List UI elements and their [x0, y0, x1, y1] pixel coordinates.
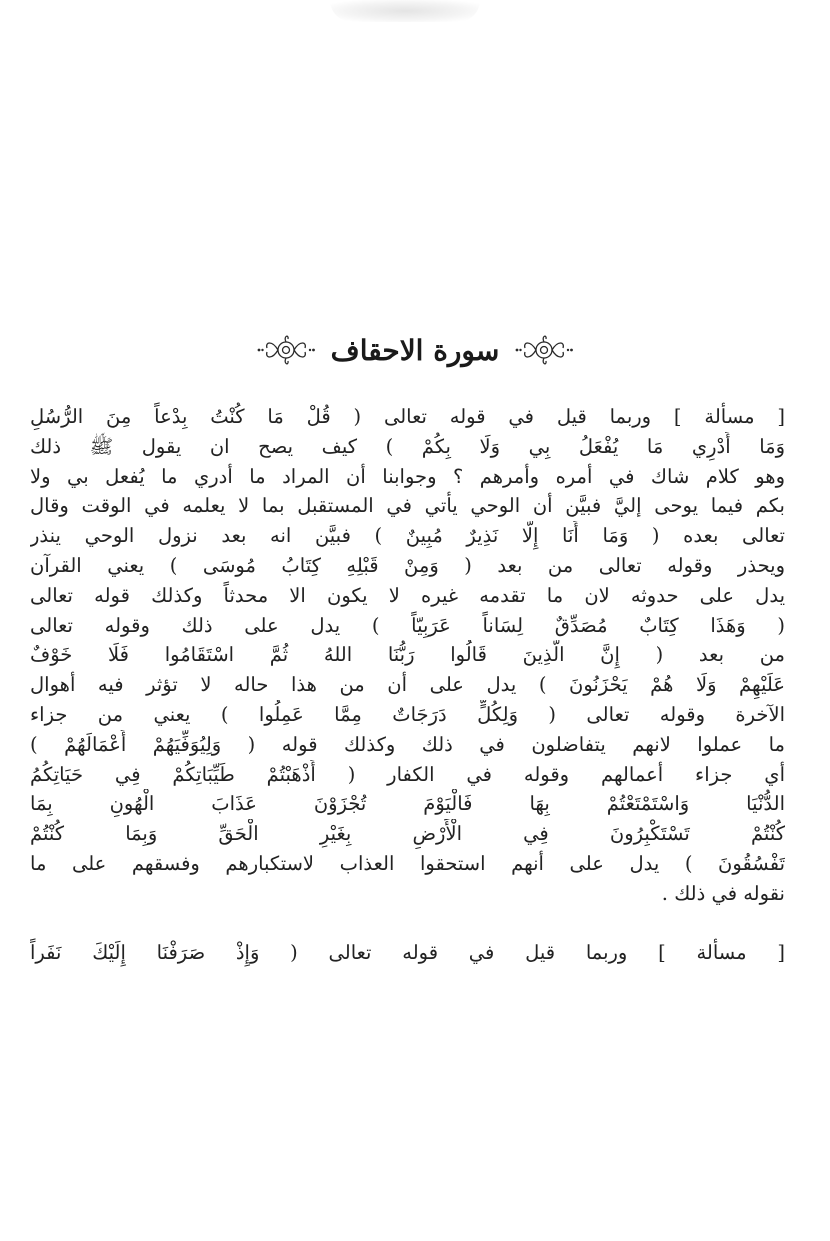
- text-line: ( وَهَذَا كِتَابٌ مُصَدِّقٌ لِسَاناً عَرَبِيّاً ) يدل على ذلك وقوله تعالى: [30, 613, 785, 637]
- paragraph-masala-2: [30, 938, 785, 968]
- text-line: من بعد ( إِنَّ الَّذِينَ قَالُوا رَبُّنَا اللهُ ثُمَّ اسْتَقَامُوا فَلَا خَوْفٌ: [30, 643, 785, 667]
- text-line: وهو كلام شاك في أمره وأمرهم ؟ وجوابنا أن المراد ما أدري ما يُفعل بي ولا: [30, 464, 785, 488]
- left-ornament-icon: [255, 330, 317, 370]
- paragraph-spacer: [30, 909, 785, 938]
- text-line: [ مسألة ] وربما قيل في قوله تعالى ( قُلْ مَا كُنْتُ بِدْعاً مِنَ الرُّسُلِ: [30, 405, 785, 428]
- text-line: تعالى بعده ( وَمَا أَنَا إِلَّا نَذِيرٌ مُبِينٌ ) فبيَّن انه بعد نزول الوحي ينذر: [30, 524, 785, 548]
- text-line: الدُّنْيَا وَاسْتَمْتَعْتُمْ بِهَا فَالْيَوْمَ تُجْزَوْنَ عَذَابَ الْهُونِ بِمَا: [30, 792, 785, 816]
- text-line: بكم فيما يوحى إليَّ فبيَّن أن الوحي يأتي في المستقبل بما لا يعلمه في الوقت وقال: [30, 494, 785, 518]
- text-line: ويحذر وقوله تعالى من بعد ( وَمِنْ قَبْلِهِ كِتَابُ مُوسَى ) يعني القرآن: [30, 553, 785, 577]
- text-line: وَمَا أَدْرِي مَا يُفْعَلُ بِي وَلَا بِكُمْ ) كيف يصح ان يقول ﷺ ذلك: [30, 434, 785, 458]
- scan-smudge: [330, 0, 480, 22]
- surah-header: [0, 320, 830, 380]
- text-line: تَفْسُقُونَ ) يدل على أنهم استحقوا العذاب لاستكبارهم وفسقهم على ما: [30, 851, 785, 875]
- text-line: عَلَيْهِمْ وَلَا هُمْ يَحْزَنُونَ ) يدل على أن من هذا حاله لا تؤثر فيه أهوال: [30, 673, 785, 697]
- paragraph-masala-1: [30, 402, 785, 909]
- surah-title: سورة الاحقاف: [330, 333, 500, 367]
- text-line: أي جزاء أعمالهم وقوله في الكفار ( أَذْهَبْتُمْ طَيِّبَاتِكُمْ فِي حَيَاتِكُمُ: [30, 762, 785, 786]
- text-line: الآخرة وقوله تعالى ( وَلِكُلٍّ دَرَجَاتٌ مِمَّا عَمِلُوا ) يعني من جزاء: [30, 702, 785, 726]
- right-ornament-icon: [513, 330, 575, 370]
- text-line: نقوله في ذلك .: [661, 881, 785, 905]
- text-line: [ مسألة ] وربما قيل في قوله تعالى ( وَإِذْ صَرَفْنَا إِلَيْكَ نَفَراً: [30, 940, 785, 964]
- text-line: ما عملوا لانهم يتفاضلون في ذلك وكذلك قوله ( وَلِيُوَفِّيَهُمْ أَعْمَالَهُمْ ): [30, 732, 785, 756]
- page-body: [30, 402, 785, 967]
- text-line: يدل على حدوثه لان ما تقدمه غيره لا يكون الا محدثاً وكذلك قوله تعالى: [30, 583, 785, 607]
- text-line: كُنْتُمْ تَسْتَكْبِرُونَ فِي الْأَرْضِ بِغَيْرِ الْحَقِّ وَبِمَا كُنْتُمْ: [30, 822, 785, 846]
